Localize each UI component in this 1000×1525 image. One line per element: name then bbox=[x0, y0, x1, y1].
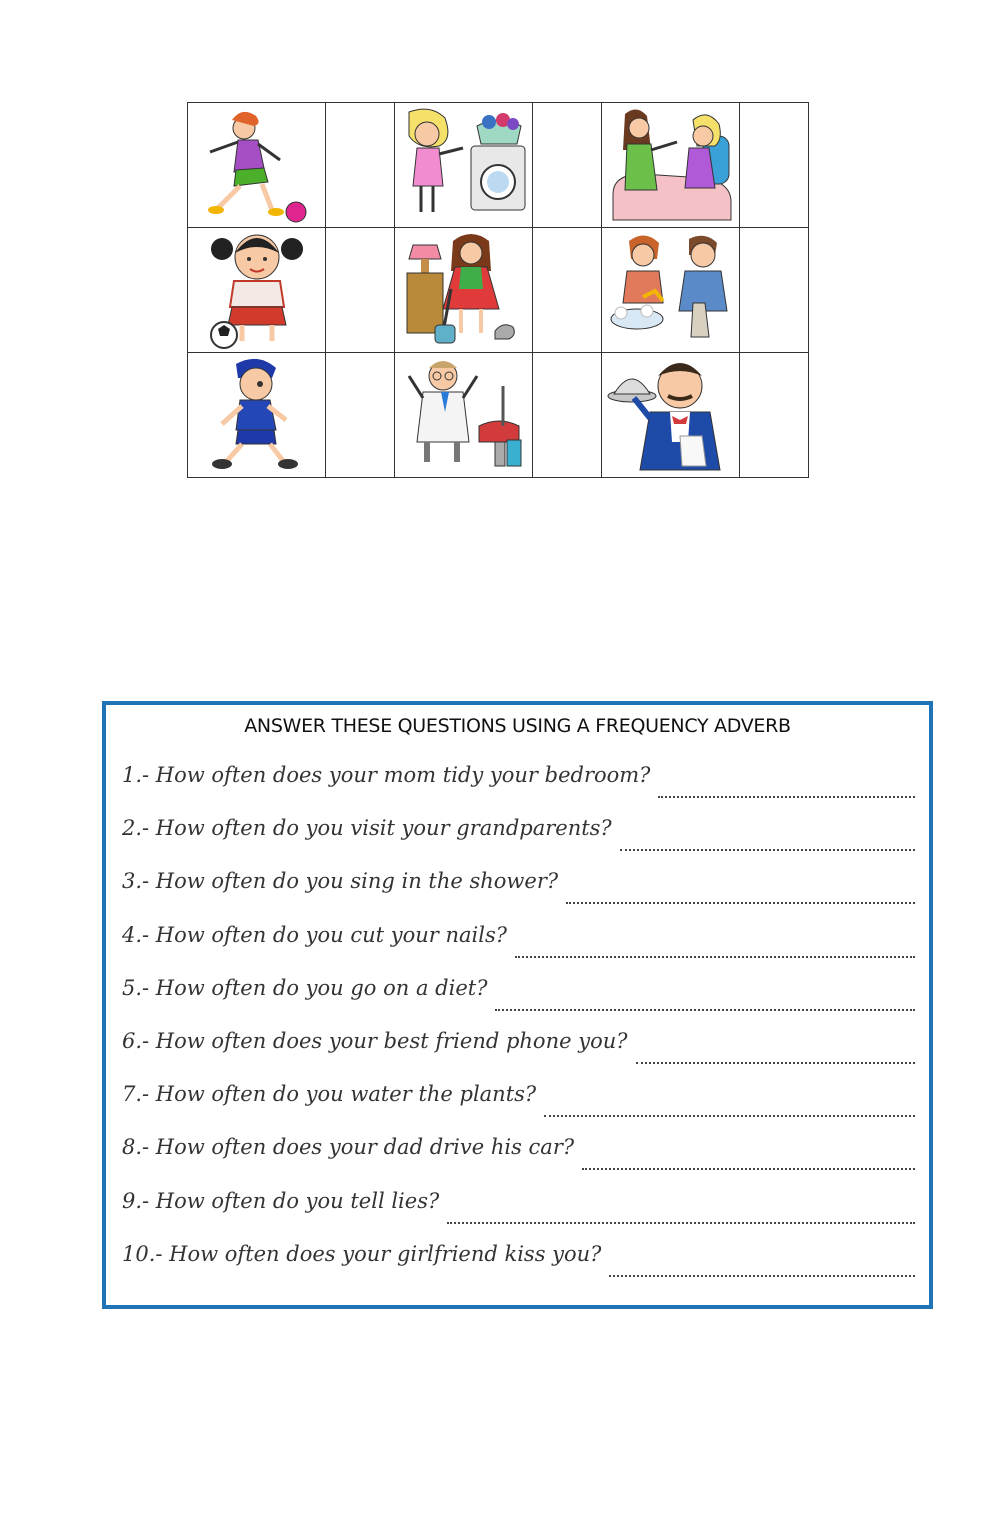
question-text: 3.- How often do you sing in the shower? bbox=[122, 869, 559, 894]
question-row bbox=[122, 976, 915, 1029]
question-text: 1.- How often does your mom tidy your bedroom? bbox=[122, 763, 651, 787]
picture-cell-dentist bbox=[395, 353, 533, 478]
answer-line[interactable] bbox=[658, 795, 915, 798]
answer-line[interactable] bbox=[515, 955, 915, 958]
grid-row-3 bbox=[188, 353, 809, 478]
picture-cell-running bbox=[188, 353, 326, 478]
question-text: 8.- How often does your dad drive his car? bbox=[122, 1135, 575, 1160]
question-row bbox=[122, 1029, 915, 1082]
question-row bbox=[122, 1082, 915, 1135]
question-text: 6.- How often does your best friend phone you? bbox=[122, 1028, 628, 1053]
answer-cell[interactable] bbox=[740, 353, 809, 478]
dentist-icon bbox=[399, 356, 529, 474]
answer-line[interactable] bbox=[495, 1008, 915, 1011]
answer-line[interactable] bbox=[566, 901, 915, 904]
answer-line[interactable] bbox=[544, 1114, 915, 1117]
question-row bbox=[122, 1242, 915, 1295]
girl-playing-football-icon bbox=[202, 231, 312, 349]
question-row bbox=[122, 1189, 915, 1242]
picture-cell-hairdresser bbox=[602, 103, 740, 228]
girl-vacuuming-icon bbox=[399, 231, 529, 349]
answer-line[interactable] bbox=[582, 1167, 915, 1170]
picture-cell-bowling bbox=[188, 103, 326, 228]
question-row bbox=[122, 816, 915, 869]
questions-box bbox=[102, 701, 933, 1309]
questions-list bbox=[122, 763, 915, 1295]
answer-cell[interactable] bbox=[326, 103, 395, 228]
picture-cell-laundry bbox=[395, 103, 533, 228]
question-text: 2.- How often do you visit your grandparents? bbox=[122, 816, 612, 841]
answer-cell[interactable] bbox=[533, 353, 602, 478]
question-text: 7.- How often do you water the plants? bbox=[122, 1082, 537, 1107]
answer-cell[interactable] bbox=[533, 103, 602, 228]
question-text: 9.- How often do you tell lies? bbox=[122, 1188, 440, 1213]
question-row bbox=[122, 869, 915, 922]
picture-cell-football bbox=[188, 228, 326, 353]
answer-line[interactable] bbox=[447, 1221, 915, 1224]
answer-line[interactable] bbox=[609, 1274, 915, 1277]
grid-row-2 bbox=[188, 228, 809, 353]
question-text: 4.- How often do you cut your nails? bbox=[122, 922, 508, 947]
answer-cell[interactable] bbox=[326, 353, 395, 478]
boy-running-icon bbox=[202, 356, 312, 474]
answer-line[interactable] bbox=[636, 1061, 916, 1064]
girl-bowling-icon bbox=[202, 106, 312, 224]
waiter-icon bbox=[606, 356, 736, 474]
question-row bbox=[122, 1135, 915, 1188]
picture-cell-dishes bbox=[602, 228, 740, 353]
question-row bbox=[122, 923, 915, 976]
question-text: 10.- How often does your girlfriend kiss you? bbox=[122, 1241, 602, 1266]
answer-cell[interactable] bbox=[740, 228, 809, 353]
answer-line[interactable] bbox=[620, 848, 915, 851]
question-text: 5.- How often do you go on a diet? bbox=[122, 975, 488, 1000]
hairdresser-icon bbox=[607, 106, 735, 224]
picture-cell-vacuuming bbox=[395, 228, 533, 353]
answer-cell[interactable] bbox=[740, 103, 809, 228]
picture-grid bbox=[187, 102, 809, 478]
girl-doing-laundry-icon bbox=[399, 106, 529, 224]
questions-title: ANSWER THESE QUESTIONS USING A FREQUENCY ADVERB bbox=[244, 715, 791, 737]
couple-washing-dishes-icon bbox=[607, 231, 735, 349]
grid-row-1 bbox=[188, 103, 809, 228]
answer-cell[interactable] bbox=[533, 228, 602, 353]
answer-cell[interactable] bbox=[326, 228, 395, 353]
picture-cell-waiter bbox=[602, 353, 740, 478]
question-row bbox=[122, 763, 915, 816]
